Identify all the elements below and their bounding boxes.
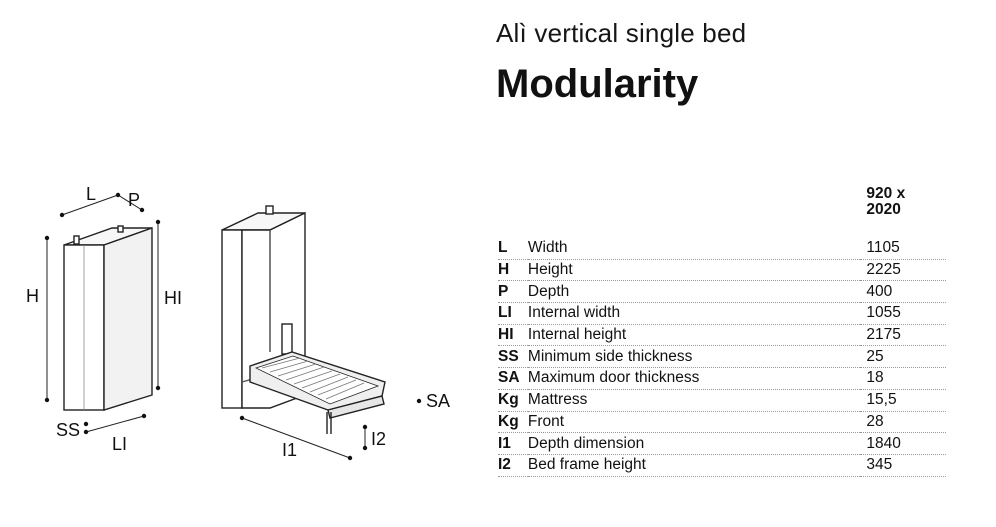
page-title: Modularity xyxy=(496,62,699,106)
table-row xyxy=(498,303,946,325)
label-I2: I2 xyxy=(371,429,387,449)
row-value: 15,5 xyxy=(860,389,946,411)
row-code: HI xyxy=(498,324,528,346)
table-row xyxy=(498,433,946,455)
row-name: Internal width xyxy=(528,303,861,325)
label-H: H xyxy=(26,286,39,306)
row-name: Internal height xyxy=(528,324,861,346)
label-SA: SA xyxy=(426,391,451,411)
row-code: LI xyxy=(498,303,528,325)
row-name: Mattress xyxy=(528,389,861,411)
row-name: Depth dimension xyxy=(528,433,861,455)
column-header-line2: 2020 xyxy=(866,201,901,218)
table-row xyxy=(498,454,946,476)
row-name: Bed frame height xyxy=(528,454,861,476)
row-value: 2175 xyxy=(860,324,946,346)
row-code: I2 xyxy=(498,454,528,476)
table-row xyxy=(498,389,946,411)
label-SS: SS xyxy=(56,420,81,440)
product-subtitle: Alì vertical single bed xyxy=(496,18,747,48)
table-row xyxy=(498,346,946,368)
row-code: H xyxy=(498,259,528,281)
row-value: 1840 xyxy=(860,433,946,455)
row-code: L xyxy=(498,238,528,259)
row-code: I1 xyxy=(498,433,528,455)
row-value: 2225 xyxy=(860,259,946,281)
closed-cabinet-figure xyxy=(64,226,152,410)
specifications-table xyxy=(498,185,946,477)
row-name: Depth xyxy=(528,281,861,303)
open-bed-figure xyxy=(222,206,385,434)
row-code: SA xyxy=(498,368,528,390)
table-row xyxy=(498,324,946,346)
row-value: 400 xyxy=(860,281,946,303)
row-value: 28 xyxy=(860,411,946,433)
row-value: 18 xyxy=(860,368,946,390)
table-row xyxy=(498,259,946,281)
row-name: Height xyxy=(528,259,861,281)
label-P: P xyxy=(128,190,141,210)
label-I1: I1 xyxy=(282,440,298,460)
table-row xyxy=(498,411,946,433)
table-row xyxy=(498,281,946,303)
label-LI: LI xyxy=(112,434,128,454)
column-header-size xyxy=(860,185,946,238)
row-value: 1105 xyxy=(860,238,946,259)
label-HI: HI xyxy=(164,288,182,308)
row-value: 1055 xyxy=(860,303,946,325)
table-row xyxy=(498,368,946,390)
row-name: Width xyxy=(528,238,861,259)
table-header-row xyxy=(498,185,946,238)
row-value: 345 xyxy=(860,454,946,476)
row-code: Kg xyxy=(498,389,528,411)
dimension-drawing xyxy=(0,180,470,480)
row-name: Front xyxy=(528,411,861,433)
row-code: Kg xyxy=(498,411,528,433)
label-L: L xyxy=(86,184,97,204)
row-code: SS xyxy=(498,346,528,368)
row-name: Maximum door thickness xyxy=(528,368,861,390)
column-header-line1: 920 x xyxy=(866,185,906,202)
row-code: P xyxy=(498,281,528,303)
row-name: Minimum side thickness xyxy=(528,346,861,368)
table-row xyxy=(498,238,946,259)
row-value: 25 xyxy=(860,346,946,368)
